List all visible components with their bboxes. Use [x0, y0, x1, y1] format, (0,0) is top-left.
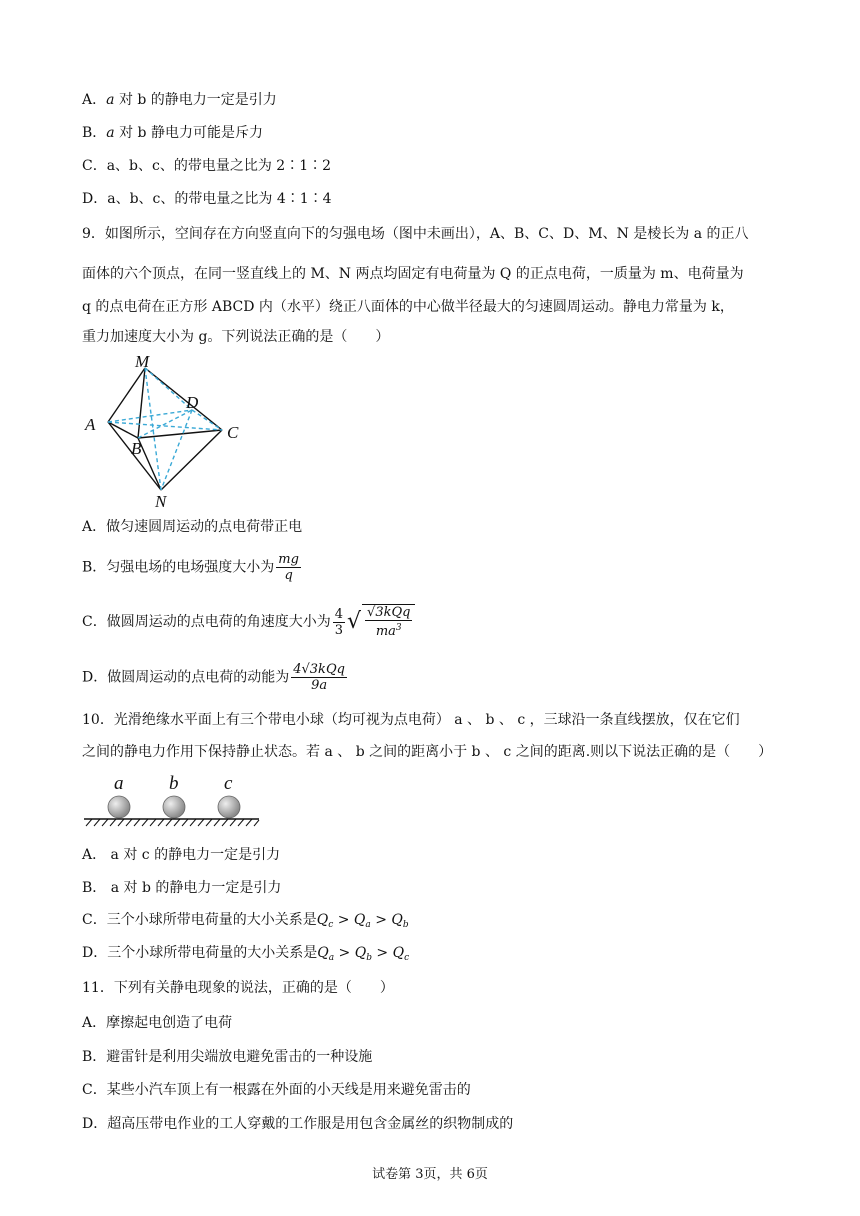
q10-stem-line2: 之间的静电力作用下保持静止状态。若 a 、 b 之间的距离小于 b 、 c 之间的距离.则以下说法正确的是（ ） [82, 744, 773, 760]
ball-c [218, 796, 240, 818]
q10-stem-line1: 10．光滑绝缘水平面上有三个带电小球（均可视为点电荷） a 、 b 、 c ，三球沿一条直线摆放，仅在它们 [82, 712, 740, 728]
q8-option-b: B．a 对 b 静电力可能是斥力 [82, 125, 263, 141]
q9-stem-line3: q 的点电荷在正方形 ABCD 内（水平）绕正八面体的中心做半径最大的匀速圆周运动。静电力常量为 k， [82, 299, 734, 315]
q11-option-c: C．某些小汽车顶上有一根露在外面的小天线是用来避免雷击的 [82, 1082, 471, 1098]
q10-option-a: A． a 对 c 的静电力一定是引力 [82, 847, 281, 863]
q9-option-b: B．匀强电场的电场强度大小为 $\frac{mg}{q}$ [82, 552, 299, 583]
q11-option-d: D．超高压带电作业的工人穿戴的工作服是用包含金属丝的织物制成的 [82, 1116, 514, 1132]
q9-option-a: A．做匀速圆周运动的点电荷带正电 [82, 519, 303, 535]
q9-stem-line2: 面体的六个顶点，在同一竖直线上的 M、N 两点均固定有电荷量为 Q 的正点电荷，一质量为 m、电荷量为 [82, 266, 744, 282]
q8-option-a: A．a 对 b 的静电力一定是引力 [82, 92, 277, 108]
q8-option-c: C．a、b、c、的带电量之比为 2∶1∶2 [82, 158, 332, 174]
octahedron-figure [82, 350, 252, 510]
label-b: B [131, 439, 142, 458]
q11-stem: 11．下列有关静电现象的说法，正确的是（ ） [82, 980, 394, 996]
q9-stem-line1: 9．如图所示，空间存在方向竖直向下的匀强电场（图中未画出），A、B、C、D、M、N 是棱长为 a 的正八 [82, 226, 749, 242]
label-ball-c: c [224, 773, 233, 794]
label-ball-a: a [114, 773, 124, 794]
q9-stem-line4: 重力加速度大小为 g。下列说法正确的是（ ） [82, 329, 390, 345]
label-d: D [186, 393, 199, 412]
q10-option-b: B． a 对 b 的静电力一定是引力 [82, 880, 282, 896]
three-balls-figure [84, 770, 264, 830]
q11-option-b: B．避雷针是利用尖端放电避免雷击的一种设施 [82, 1049, 373, 1065]
ball-b [163, 796, 185, 818]
label-c: C [227, 423, 239, 442]
page-footer: 试卷第 3页，共 6页 [372, 1167, 488, 1182]
q10-option-d: D．三个小球所带电荷量的大小关系是$Q_a > Q_b > Q_c$ [82, 945, 410, 963]
q9-option-d: D．做圆周运动的点电荷的动能为 $\frac{\text{4√3kQq}}{9a}$ [82, 662, 345, 693]
label-ball-b: b [169, 773, 179, 794]
q8-option-d: D．a、b、c、的带电量之比为 4∶1∶4 [82, 191, 332, 207]
ball-a [108, 796, 130, 818]
q10-option-c: C．三个小球所带电荷量的大小关系是$Q_c > Q_a > Q_b$ [82, 912, 409, 930]
label-m: M [135, 352, 150, 371]
q9-option-c: C．做圆周运动的点电荷的角速度大小为 $\frac{4}{3}$ √ $\frac{\text{√3kQq}}{ma^3}$ [82, 604, 415, 639]
label-n: N [155, 492, 167, 510]
label-a: A [85, 415, 96, 434]
q11-option-a: A．摩擦起电创造了电荷 [82, 1015, 233, 1031]
